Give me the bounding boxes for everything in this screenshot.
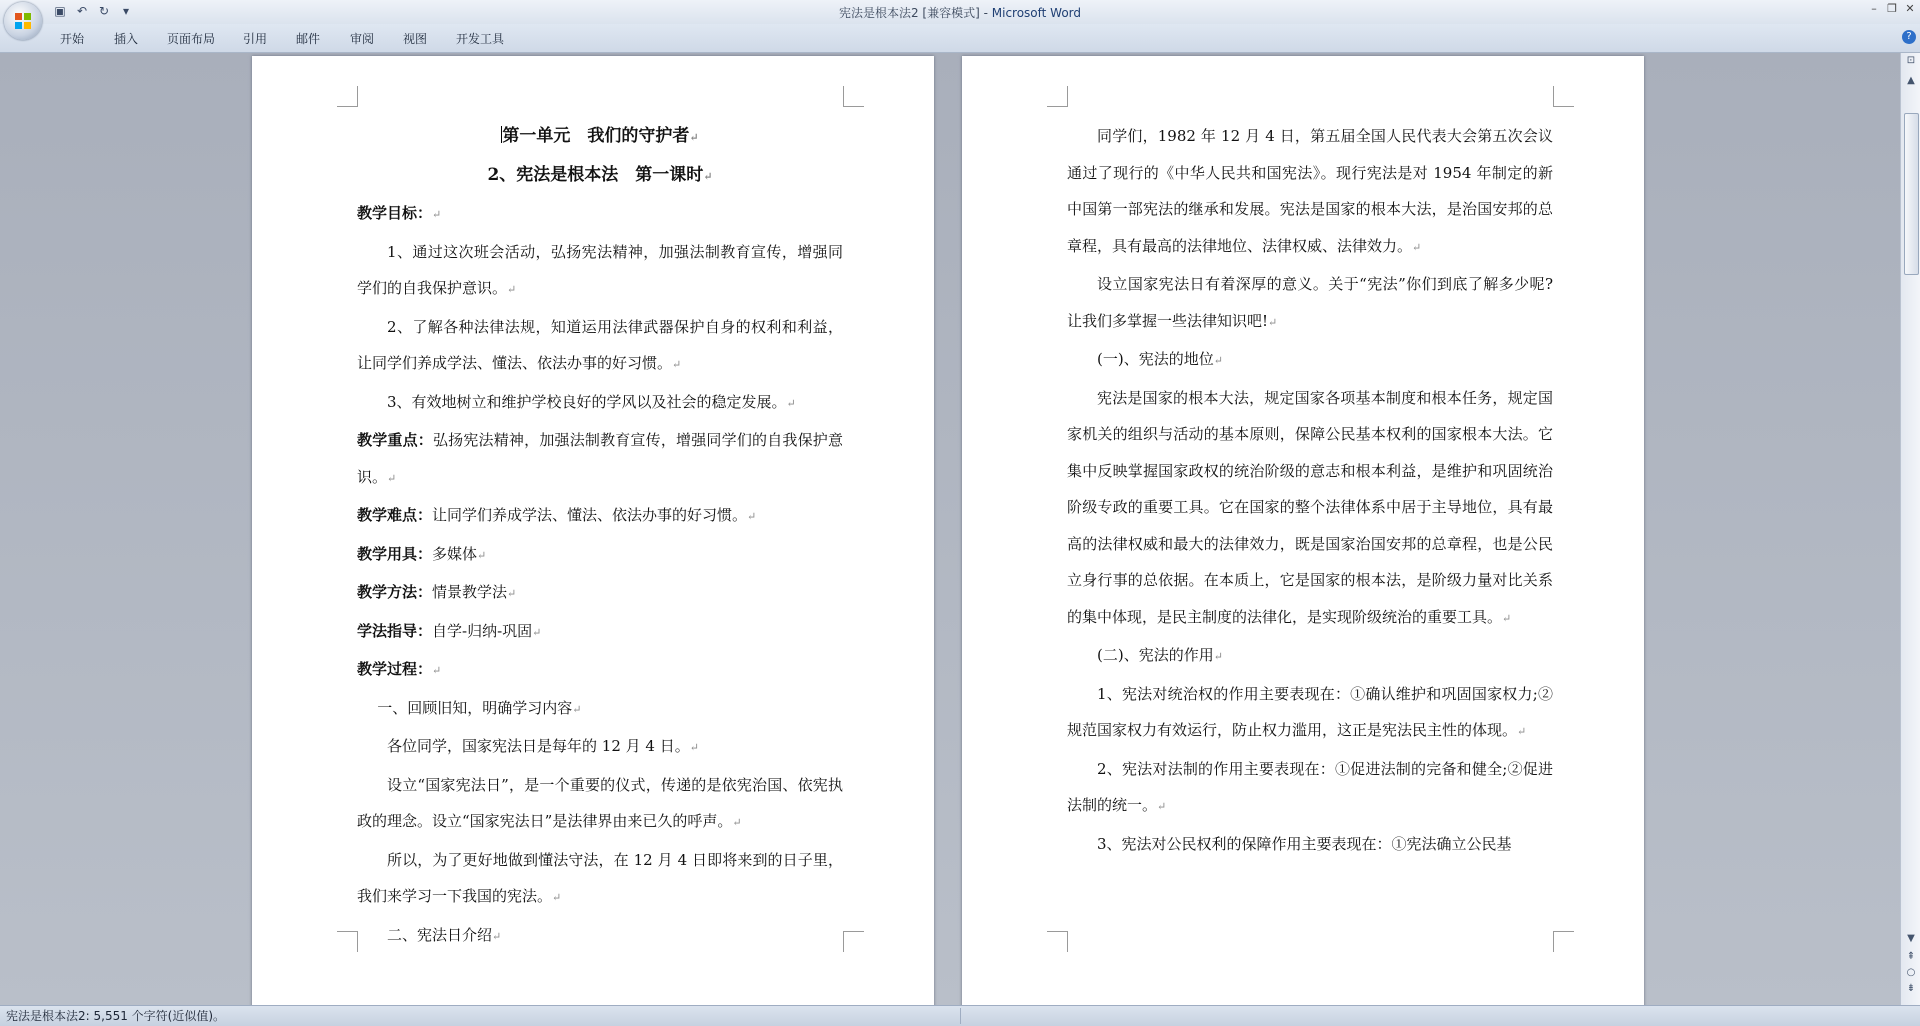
crop-mark [843, 931, 864, 952]
teaching-method: 教学方法：情景教学法↵ [357, 583, 517, 601]
goal-heading: 教学目标：↵ [357, 204, 442, 222]
ribbon-tabs [0, 24, 1920, 53]
process-heading: 教学过程：↵ [357, 660, 442, 678]
document-page-2[interactable] [962, 56, 1644, 1005]
scroll-up-icon[interactable]: ▲ [1907, 75, 1915, 86]
step-heading: 一、回顾旧知，明确学习内容↵ [377, 698, 582, 717]
crop-mark [337, 931, 358, 952]
status-bar [0, 1005, 1920, 1026]
body-paragraph: 同学们，1982 年 12 月 4 日，第五届全国人民代表大会第五次会议通过了现行的《中华人民共和国宪法》。现行宪法是对 1954 年制定的新中国第一部宪法的继承和发展。宪法是国家的根本大法，是治国安邦的总章程，具有最高的法律地位、法律权威、法律效力。↵ [1067, 127, 1553, 255]
tab-page-layout[interactable]: 页面布局 [167, 32, 216, 46]
save-icon[interactable]: ▣ [54, 4, 66, 18]
unit-title: 第一单元 我们的守护者↵ [502, 126, 699, 146]
redo-icon[interactable]: ↻ [98, 4, 110, 18]
body-paragraph: 各位同学，国家宪法日是每年的 12 月 4 日。↵ [387, 737, 699, 755]
section-heading: (二)、宪法的作用↵ [1097, 646, 1223, 664]
body-paragraph: 所以，为了更好地做到懂法守法，在 12 月 4 日即将来到的日子里，我们来学习一下我国的宪法。↵ [357, 850, 843, 905]
body-paragraph: 2、宪法对法制的作用主要表现在：①促进法制的完备和健全;②促进法制的统一。↵ [1067, 759, 1553, 814]
crop-mark [1047, 931, 1068, 952]
undo-icon[interactable]: ↶ [76, 4, 88, 18]
office-logo-icon [14, 12, 32, 30]
key-points: 教学重点：弘扬宪法精神，加强法制教育宣传，增强同学们的自我保护意识。↵ [357, 431, 843, 486]
page-2-text[interactable] [1067, 118, 1553, 862]
customize-qat-icon[interactable]: ▾ [122, 4, 130, 18]
crop-mark [1047, 86, 1068, 107]
body-paragraph: 设立国家宪法日有着深厚的意义。关于“宪法”你们到底了解多少呢?让我们多掌握一些法律知识吧!↵ [1067, 275, 1553, 330]
body-paragraph: 3、宪法对公民权利的保障作用主要表现在：①宪法确立公民基 [1097, 834, 1512, 853]
step-heading: 二、宪法日介绍↵ [387, 925, 502, 944]
window-title: 宪法是根本法2 [兼容模式] - Microsoft Word [838, 6, 1082, 20]
previous-page-icon[interactable]: ⇞ [1906, 951, 1916, 962]
tab-mailings[interactable]: 邮件 [296, 32, 321, 46]
teaching-tools: 教学用具：多媒体↵ [357, 544, 487, 563]
lesson-title: 2、宪法是根本法 第一课时↵ [487, 164, 713, 185]
body-paragraph: 设立“国家宪法日”，是一个重要的仪式，传递的是依宪治国、依宪执政的理念。设立“国家宪法日”是法律界由来已久的呼声。↵ [357, 775, 843, 830]
crop-mark [337, 86, 358, 107]
ruler-toggle-icon[interactable]: ⊡ [1906, 55, 1916, 66]
section-heading: (一)、宪法的地位↵ [1097, 350, 1223, 368]
body-paragraph: 宪法是国家的根本大法，规定国家各项基本制度和根本任务，规定国家机关的组织与活动的基本原则，保障公民基本权利的国家根本大法。它集中反映掌握国家政权的统治阶级的意志和根本利益，是维护和巩固统治阶级专政的重要工具。它在国家的整个法律体系中居于主导地位，具有最高的法律权威和最大的法律效力，既是国家治国安邦的总章程，也是公民立身行事的总依据。在本质上，它是国家的根本法，是阶级力量对比关系的集中体现，是民主制度的法律化，是实现阶级统治的重要工具。↵ [1067, 388, 1553, 626]
paragraph-mark-icon: ↵ [703, 169, 713, 183]
scroll-down-icon[interactable]: ▼ [1907, 933, 1915, 944]
help-icon[interactable]: ? [1902, 30, 1916, 44]
office-button[interactable] [4, 2, 42, 40]
window-controls [1868, 2, 1916, 15]
crop-mark [1553, 931, 1574, 952]
tab-view[interactable]: 视图 [403, 32, 428, 46]
vertical-scrollbar[interactable] [1900, 53, 1920, 1005]
body-paragraph: 1、宪法对统治权的作用主要表现在：①确认维护和巩固国家权力;②规范国家权力有效运行，防止权力滥用，这正是宪法民主性的体现。↵ [1067, 684, 1553, 739]
tab-review[interactable]: 审阅 [350, 32, 375, 46]
tab-home[interactable]: 开始 [60, 32, 85, 46]
browse-object-icon[interactable]: ○ [1906, 967, 1916, 978]
paragraph-mark-icon: ↵ [689, 131, 699, 144]
tab-references[interactable]: 引用 [243, 32, 268, 46]
difficulties: 教学难点：让同学们养成学法、懂法、依法办事的好习惯。↵ [357, 506, 757, 524]
tab-insert[interactable]: 插入 [114, 32, 139, 46]
status-divider [960, 1008, 961, 1024]
scrollbar-thumb[interactable] [1904, 113, 1919, 275]
crop-mark [1553, 86, 1574, 107]
page-1-text[interactable] [357, 118, 843, 955]
title-bar [0, 0, 1920, 24]
next-page-icon[interactable]: ⇟ [1906, 983, 1916, 994]
goal-item: 3、有效地树立和维护学校良好的学风以及社会的稳定发展。↵ [387, 392, 796, 411]
document-workspace [0, 53, 1900, 1005]
goal-item: 1、通过这次班会活动，弘扬宪法精神，加强法制教育宣传，增强同学们的自我保护意识。↵ [357, 242, 843, 297]
restore-icon[interactable]: ❐ [1887, 2, 1897, 15]
document-page-1[interactable] [252, 56, 934, 1005]
goal-item: 2、了解各种法律法规，知道运用法律武器保护自身的权利和利益，让同学们养成学法、懂法、依法办事的好习惯。↵ [357, 317, 843, 372]
minimize-icon[interactable]: – [1871, 2, 1877, 15]
crop-mark [843, 86, 864, 107]
word-count-status[interactable]: 宪法是根本法2: 5,551 个字符(近似值)。 [6, 1009, 226, 1023]
tab-developer[interactable]: 开发工具 [456, 32, 505, 46]
study-guide: 学法指导：自学-归纳-巩固↵ [357, 621, 542, 640]
close-icon[interactable]: ✕ [1905, 2, 1915, 15]
